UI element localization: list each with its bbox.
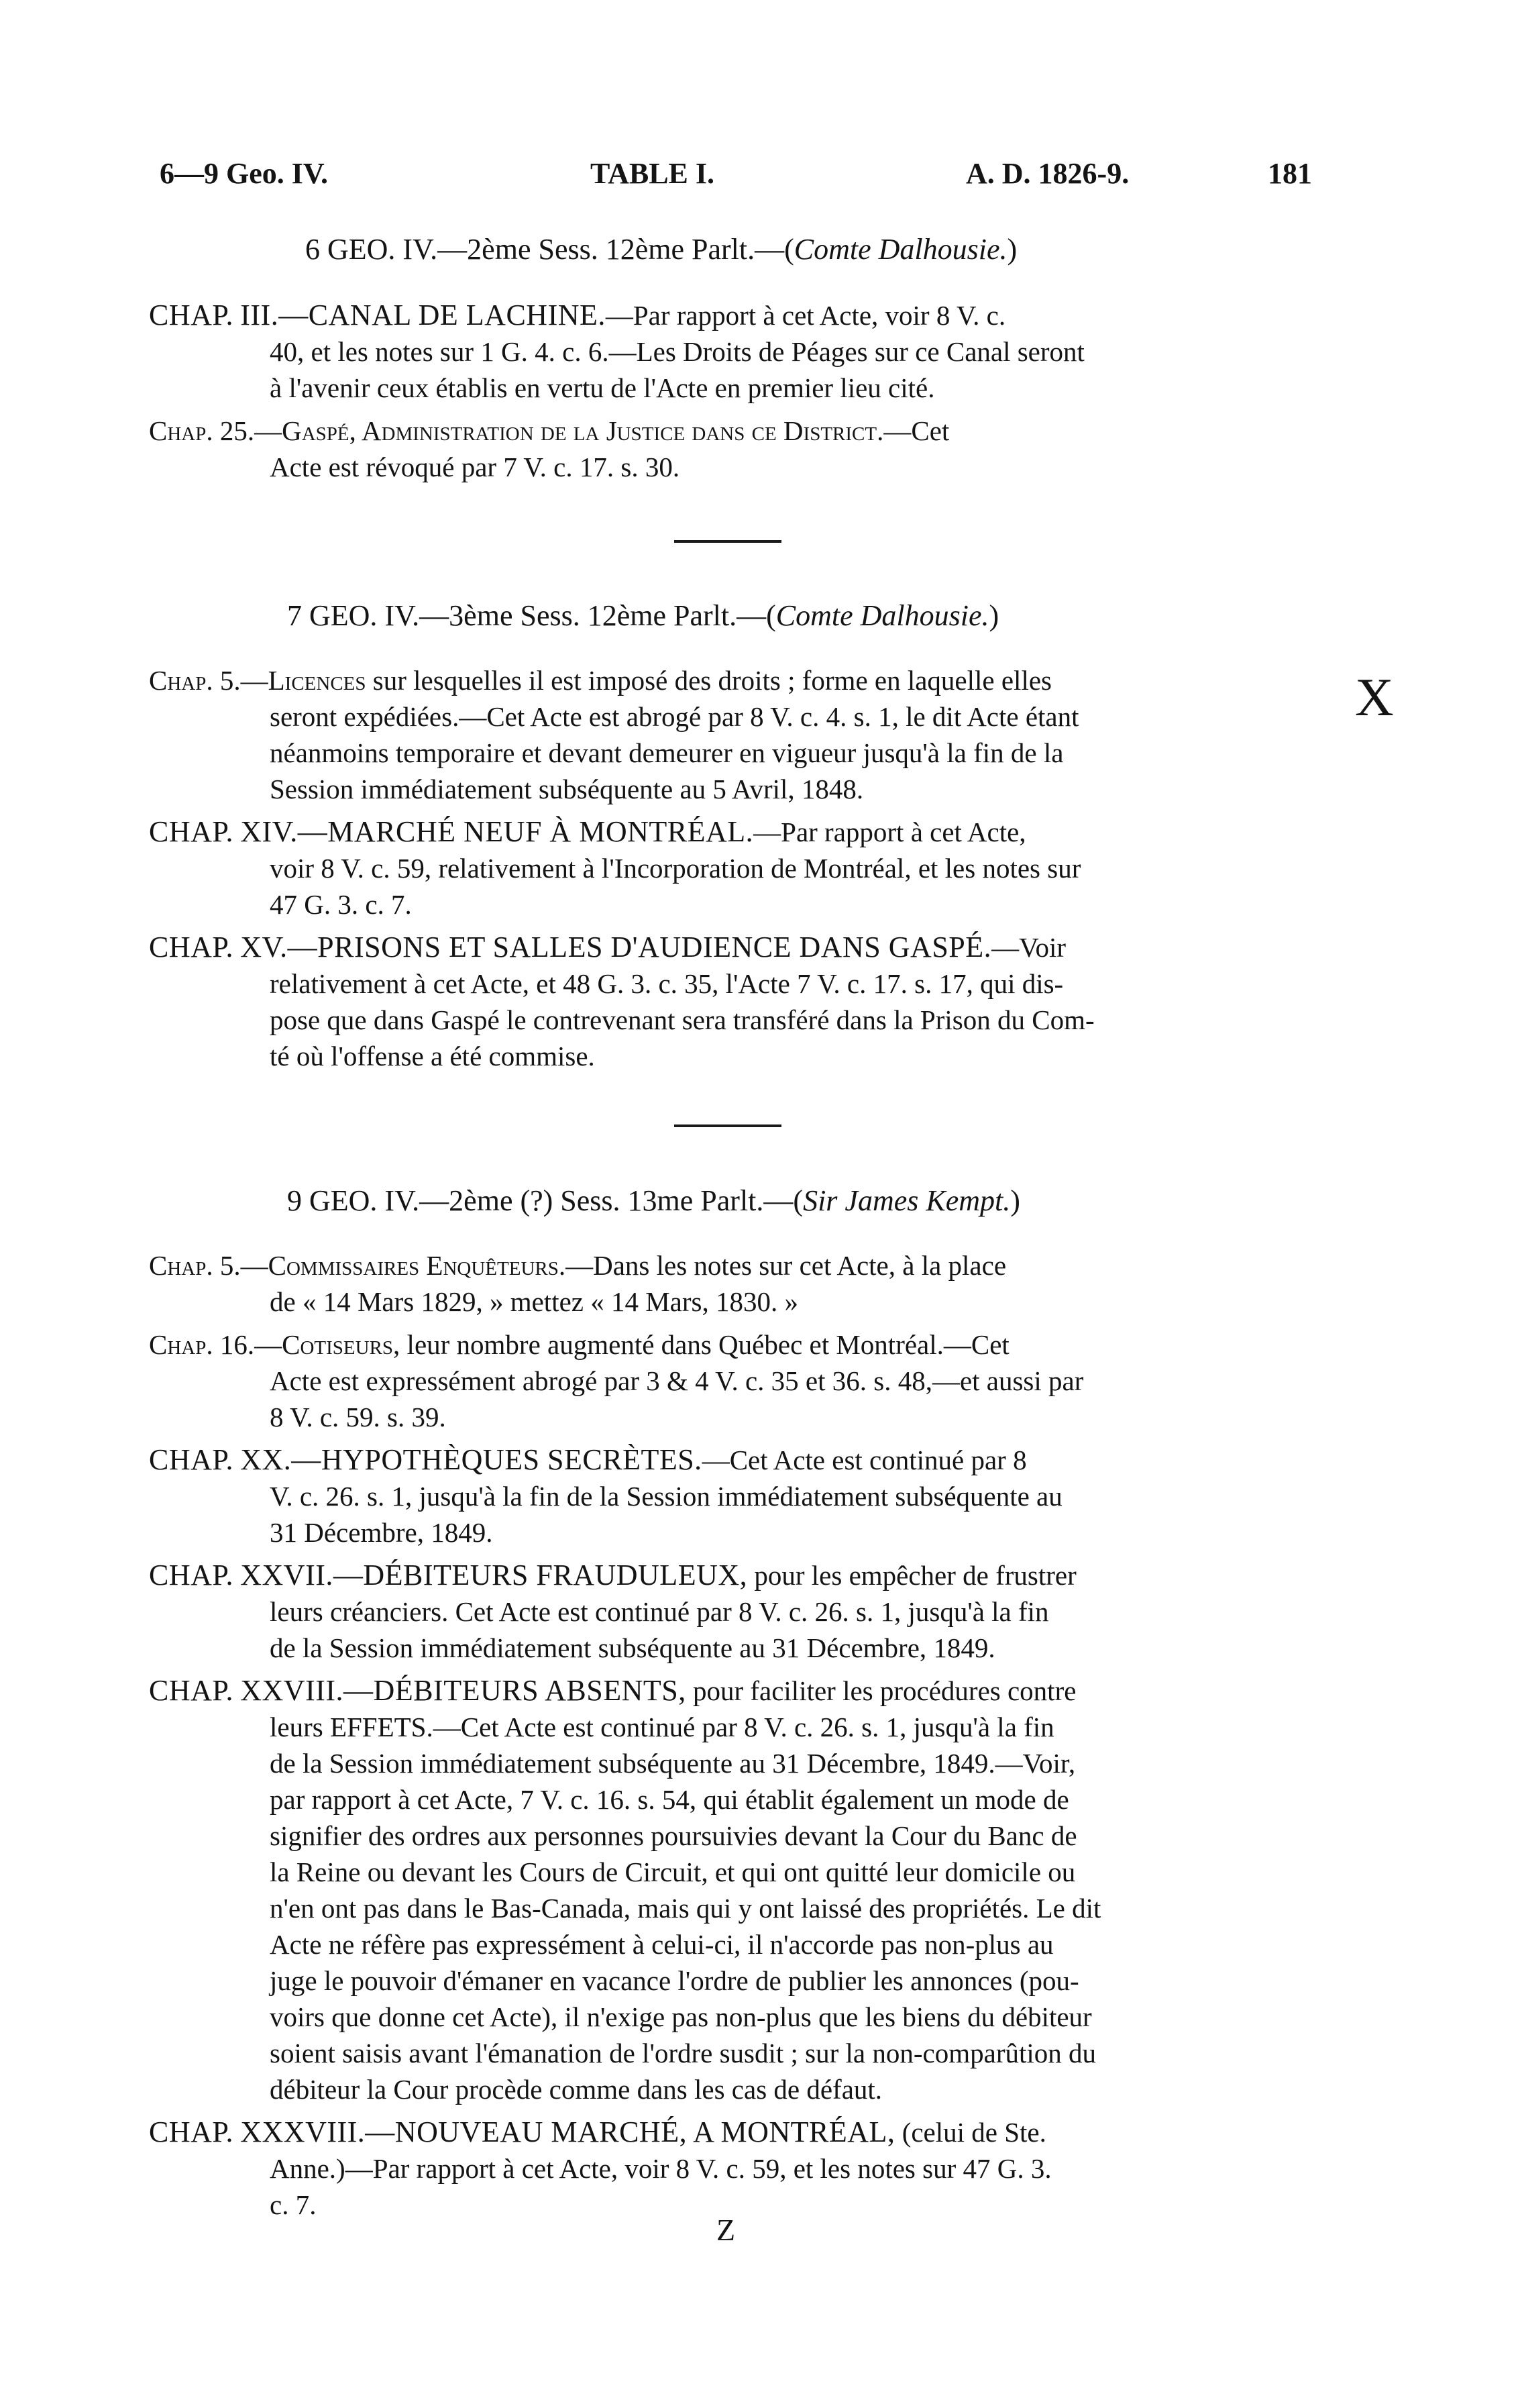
entry-line: 47 G. 3. c. 7. (270, 889, 412, 920)
entry-text: —Par rapport à cet Acte, (753, 817, 1026, 847)
entry-line: la Reine ou devant les Cours de Circuit, et qui ont quitté leur domicile ou (270, 1856, 1076, 1887)
chapter-label: Chap. (149, 665, 213, 696)
section-heading: 9 GEO. IV.—2ème (?) Sess. 13me Parlt.—(Sir James Kempt.) (287, 1184, 1020, 1217)
entry-line: de la Session immédiatement subséquente au 31 Décembre, 1849.—Voir, (270, 1748, 1076, 1779)
chapter-number: XXVIII.— (240, 1674, 374, 1707)
entry-text: (celui de Ste. (895, 2117, 1046, 2148)
entry-line: par rapport à cet Acte, 7 V. c. 16. s. 54, qui établit également un mode de (270, 1784, 1069, 1815)
entry-text: —Cet (883, 415, 950, 446)
entry-line: néanmoins temporaire et devant demeurer en vigueur jusqu'à la fin de la (270, 737, 1064, 768)
entry-text: —Voir (991, 932, 1067, 963)
chapter-number: XIV.— (240, 815, 328, 848)
chapter-label: CHAP. (149, 1443, 233, 1476)
section-rule (674, 1124, 781, 1127)
signature-mark: Z (716, 2213, 736, 2247)
chapter-number: XV.— (240, 931, 318, 963)
entry-text: pour faciliter les procédures contre (686, 1675, 1077, 1706)
entry-line (149, 1559, 1077, 1591)
entry-line (149, 816, 1026, 848)
entry-line: Acte est expressément abrogé par 3 & 4 V. c. 35 et 36. s. 48,—et aussi par (270, 1365, 1084, 1396)
chapter-label: Chap. (149, 1329, 213, 1360)
entry-line: soient saisis avant l'émanation de l'ordre susdit ; sur la non-comparûtion du (270, 2038, 1097, 2069)
entry-title: NOUVEAU MARCHÉ, A MONTRÉAL, (394, 2115, 895, 2148)
running-head-left: 6—9 Geo. IV. (160, 157, 328, 190)
chapter-number: XXVII.— (240, 1559, 364, 1591)
entry-line: à l'avenir ceux établis en vertu de l'Acte en premier lieu cité. (270, 372, 935, 403)
entry-title: MARCHÉ NEUF À MONTRÉAL. (327, 815, 754, 848)
running-head-right: A. D. 1826-9. (966, 157, 1130, 190)
entry-line: Acte est révoqué par 7 V. c. 17. s. 30. (270, 452, 680, 482)
entry-line: de « 14 Mars 1829, » mettez « 14 Mars, 1830. » (270, 1286, 798, 1317)
entry-title: HYPOTHÈQUES SECRÈTES. (321, 1443, 702, 1476)
section-heading: 6 GEO. IV.—2ème Sess. 12ème Parlt.—(Comte Dalhousie.) (305, 233, 1018, 266)
page-number: 181 (1268, 157, 1312, 190)
chapter-label: CHAP. (149, 2115, 233, 2148)
entry-text: pour les empêcher de frustrer (747, 1560, 1077, 1591)
entry-line (149, 2116, 1046, 2148)
chapter-label: CHAP. (149, 931, 233, 963)
entry-line: leurs créanciers. Cet Acte est continué par 8 V. c. 26. s. 1, jusqu'à la fin (270, 1596, 1049, 1627)
entry-line (149, 415, 949, 447)
entry-line: 40, et les notes sur 1 G. 4. c. 6.—Les Droits de Péages sur ce Canal seront (270, 336, 1085, 367)
entry-line: seront expédiées.—Cet Acte est abrogé par 8 V. c. 4. s. 1, le dit Acte étant (270, 701, 1079, 732)
entry-line: té où l'offense a été commise. (270, 1041, 595, 1071)
chapter-label: Chap. (149, 1250, 213, 1281)
entry-line: Anne.)—Par rapport à cet Acte, voir 8 V. c. 59, et les notes sur 47 G. 3. (270, 2153, 1052, 2184)
entry-text: sur lesquelles il est imposé des droits ; forme en laquelle elles (366, 665, 1052, 696)
entry-title: PRISONS ET SALLES D'AUDIENCE DANS GASPÉ. (317, 931, 992, 963)
entry-title: Licences (268, 665, 366, 696)
entry-line: c. 7. (270, 2189, 317, 2220)
entry-line: V. c. 26. s. 1, jusqu'à la fin de la Session immédiatement subséquente au (270, 1481, 1063, 1512)
section-rule (674, 540, 781, 543)
entry-line (149, 1249, 1006, 1281)
section-heading: 7 GEO. IV.—3ème Sess. 12ème Parlt.—(Comte Dalhousie.) (287, 599, 999, 632)
entry-line (149, 1444, 1027, 1476)
chapter-number: 5.— (219, 665, 268, 696)
entry-title: DÉBITEURS ABSENTS, (373, 1674, 686, 1707)
ruler-name: Comte Dalhousie. (775, 599, 989, 632)
ruler-name: Sir James Kempt. (803, 1184, 1011, 1217)
entry-line: 8 V. c. 59. s. 39. (270, 1402, 446, 1432)
entry-title: Commissaires Enquêteurs. (268, 1250, 566, 1281)
entry-line: Session immédiatement subséquente au 5 Avril, 1848. (270, 774, 864, 804)
chapter-number: III.— (240, 299, 309, 331)
running-head-center: TABLE I. (590, 157, 715, 190)
ruler-name: Comte Dalhousie. (794, 233, 1008, 266)
entry-title: DÉBITEURS FRAUDULEUX, (363, 1559, 748, 1591)
entry-line: de la Session immédiatement subséquente au 31 Décembre, 1849. (270, 1632, 995, 1663)
entry-line: signifier des ordres aux personnes poursuivies devant la Cour du Banc de (270, 1820, 1077, 1851)
chapter-label: CHAP. (149, 1559, 233, 1591)
chapter-number: 16.— (219, 1329, 282, 1360)
chapter-label: CHAP. (149, 1674, 233, 1707)
entry-line (149, 1675, 1076, 1707)
entry-text: —Cet Acte est continué par 8 (702, 1445, 1027, 1475)
entry-line: n'en ont pas dans le Bas-Canada, mais qui y ont laissé des propriétés. Le dit (270, 1893, 1101, 1924)
chapter-number: XX.— (240, 1443, 321, 1476)
entry-text: —Par rapport à cet Acte, voir 8 V. c. (605, 300, 1006, 331)
entry-line: Acte ne réfère pas expressément à celui-ci, il n'accorde pas non-plus au (270, 1929, 1054, 1960)
entry-line (149, 299, 1005, 331)
entry-line (149, 1328, 1010, 1361)
entry-line: voir 8 V. c. 59, relativement à l'Incorporation de Montréal, et les notes sur (270, 853, 1081, 884)
entry-line: voirs que donne cet Acte), il n'exige pas non-plus que les biens du débiteur (270, 2001, 1092, 2032)
entry-line: leurs EFFETS.—Cet Acte est continué par 8 V. c. 26. s. 1, jusqu'à la fin (270, 1712, 1054, 1742)
entry-title: Gaspé, Administration de la Justice dans ce District. (282, 415, 884, 446)
entry-title: CANAL DE LACHINE. (308, 299, 606, 331)
entry-title: Cotiseurs, (282, 1329, 400, 1360)
entry-line: relativement à cet Acte, et 48 G. 3. c. 35, l'Acte 7 V. c. 17. s. 17, qui dis- (270, 968, 1064, 999)
entry-text: —Dans les notes sur cet Acte, à la place (565, 1250, 1007, 1281)
entry-line: juge le pouvoir d'émaner en vacance l'ordre de publier les annonces (pou- (270, 1965, 1079, 1996)
margin-x-mark: X (1355, 668, 1394, 727)
entry-line: débiteur la Cour procède comme dans les cas de défaut. (270, 2074, 883, 2105)
entry-line: pose que dans Gaspé le contrevenant sera transféré dans la Prison du Com- (270, 1004, 1095, 1035)
chapter-number: 5.— (219, 1250, 268, 1281)
chapter-label: CHAP. (149, 299, 233, 331)
chapter-number: XXXVIII.— (240, 2115, 395, 2148)
entry-line: 31 Décembre, 1849. (270, 1517, 493, 1548)
chapter-label: CHAP. (149, 815, 233, 848)
entry-line (149, 664, 1052, 696)
entry-line (149, 931, 1066, 963)
chapter-label: Chap. (149, 415, 213, 446)
entry-text: leur nombre augmenté dans Québec et Montréal.—Cet (400, 1329, 1010, 1360)
chapter-number: 25.— (219, 415, 282, 446)
